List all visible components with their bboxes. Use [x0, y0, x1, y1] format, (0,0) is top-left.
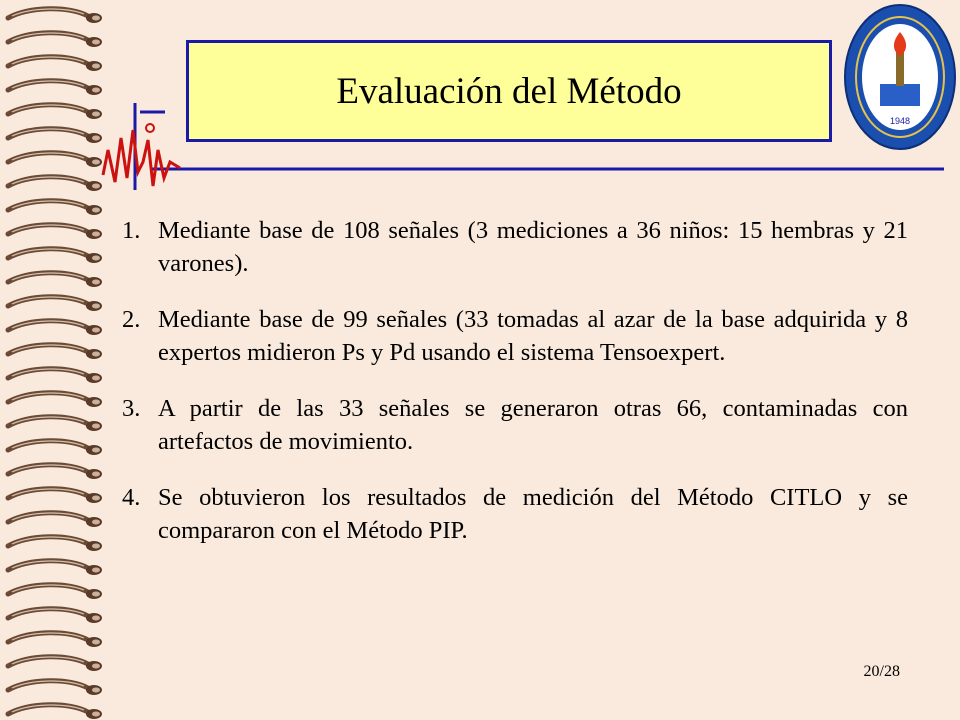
item-number: 1. — [122, 217, 141, 244]
evaluation-list — [122, 214, 908, 570]
seal-year: 1948 — [889, 116, 911, 126]
spiral-ring — [8, 225, 102, 239]
logo-dot — [146, 124, 154, 132]
seal-torch-icon — [896, 52, 904, 86]
spiral-ring — [8, 393, 102, 407]
title-box — [186, 40, 832, 142]
spiral-ring — [8, 489, 102, 503]
university-seal — [842, 2, 958, 152]
spiral-ring — [8, 633, 102, 647]
page-number: 20/28 — [863, 663, 900, 680]
spiral-ring — [8, 441, 102, 455]
seal-book-icon — [880, 84, 920, 106]
spiral-ring — [8, 681, 102, 695]
spiral-ring — [8, 561, 102, 575]
spiral-ring — [8, 297, 102, 311]
list-item — [122, 481, 908, 547]
spiral-ring — [8, 657, 102, 671]
list-item — [122, 392, 908, 458]
item-number: 4. — [122, 484, 141, 511]
list-item — [122, 303, 908, 369]
spiral-ring — [8, 321, 102, 335]
item-text: Se obtuvieron los resultados de medición del Método CITLO y se compararon con el Método PIP. — [158, 484, 908, 544]
spiral-ring — [8, 273, 102, 287]
spiral-ring — [8, 345, 102, 359]
spiral-ring — [8, 369, 102, 383]
spiral-ring — [8, 705, 102, 719]
item-number: 2. — [122, 306, 141, 333]
spiral-ring — [8, 249, 102, 263]
spiral-ring — [8, 201, 102, 215]
spiral-ring — [8, 465, 102, 479]
pressure-wave-icon — [103, 130, 180, 186]
spiral-ring — [8, 609, 102, 623]
item-number: 3. — [122, 395, 141, 422]
item-text: Mediante base de 99 señales (33 tomadas al azar de la base adquirida y 8 expertos midieron Ps y Pd usando el sistema Tensoexpert. — [158, 306, 908, 366]
spiral-ring — [8, 417, 102, 431]
item-text: Mediante base de 108 señales (3 mediciones a 36 niños: 15 hembras y 21 varones). — [158, 217, 908, 277]
list-item — [122, 214, 908, 280]
spiral-ring — [8, 537, 102, 551]
item-text: A partir de las 33 señales se generaron otras 66, contaminadas con artefactos de movimiento. — [158, 395, 908, 455]
slide-title: Evaluación del Método — [336, 70, 682, 112]
spiral-ring — [8, 585, 102, 599]
spiral-ring — [8, 513, 102, 527]
